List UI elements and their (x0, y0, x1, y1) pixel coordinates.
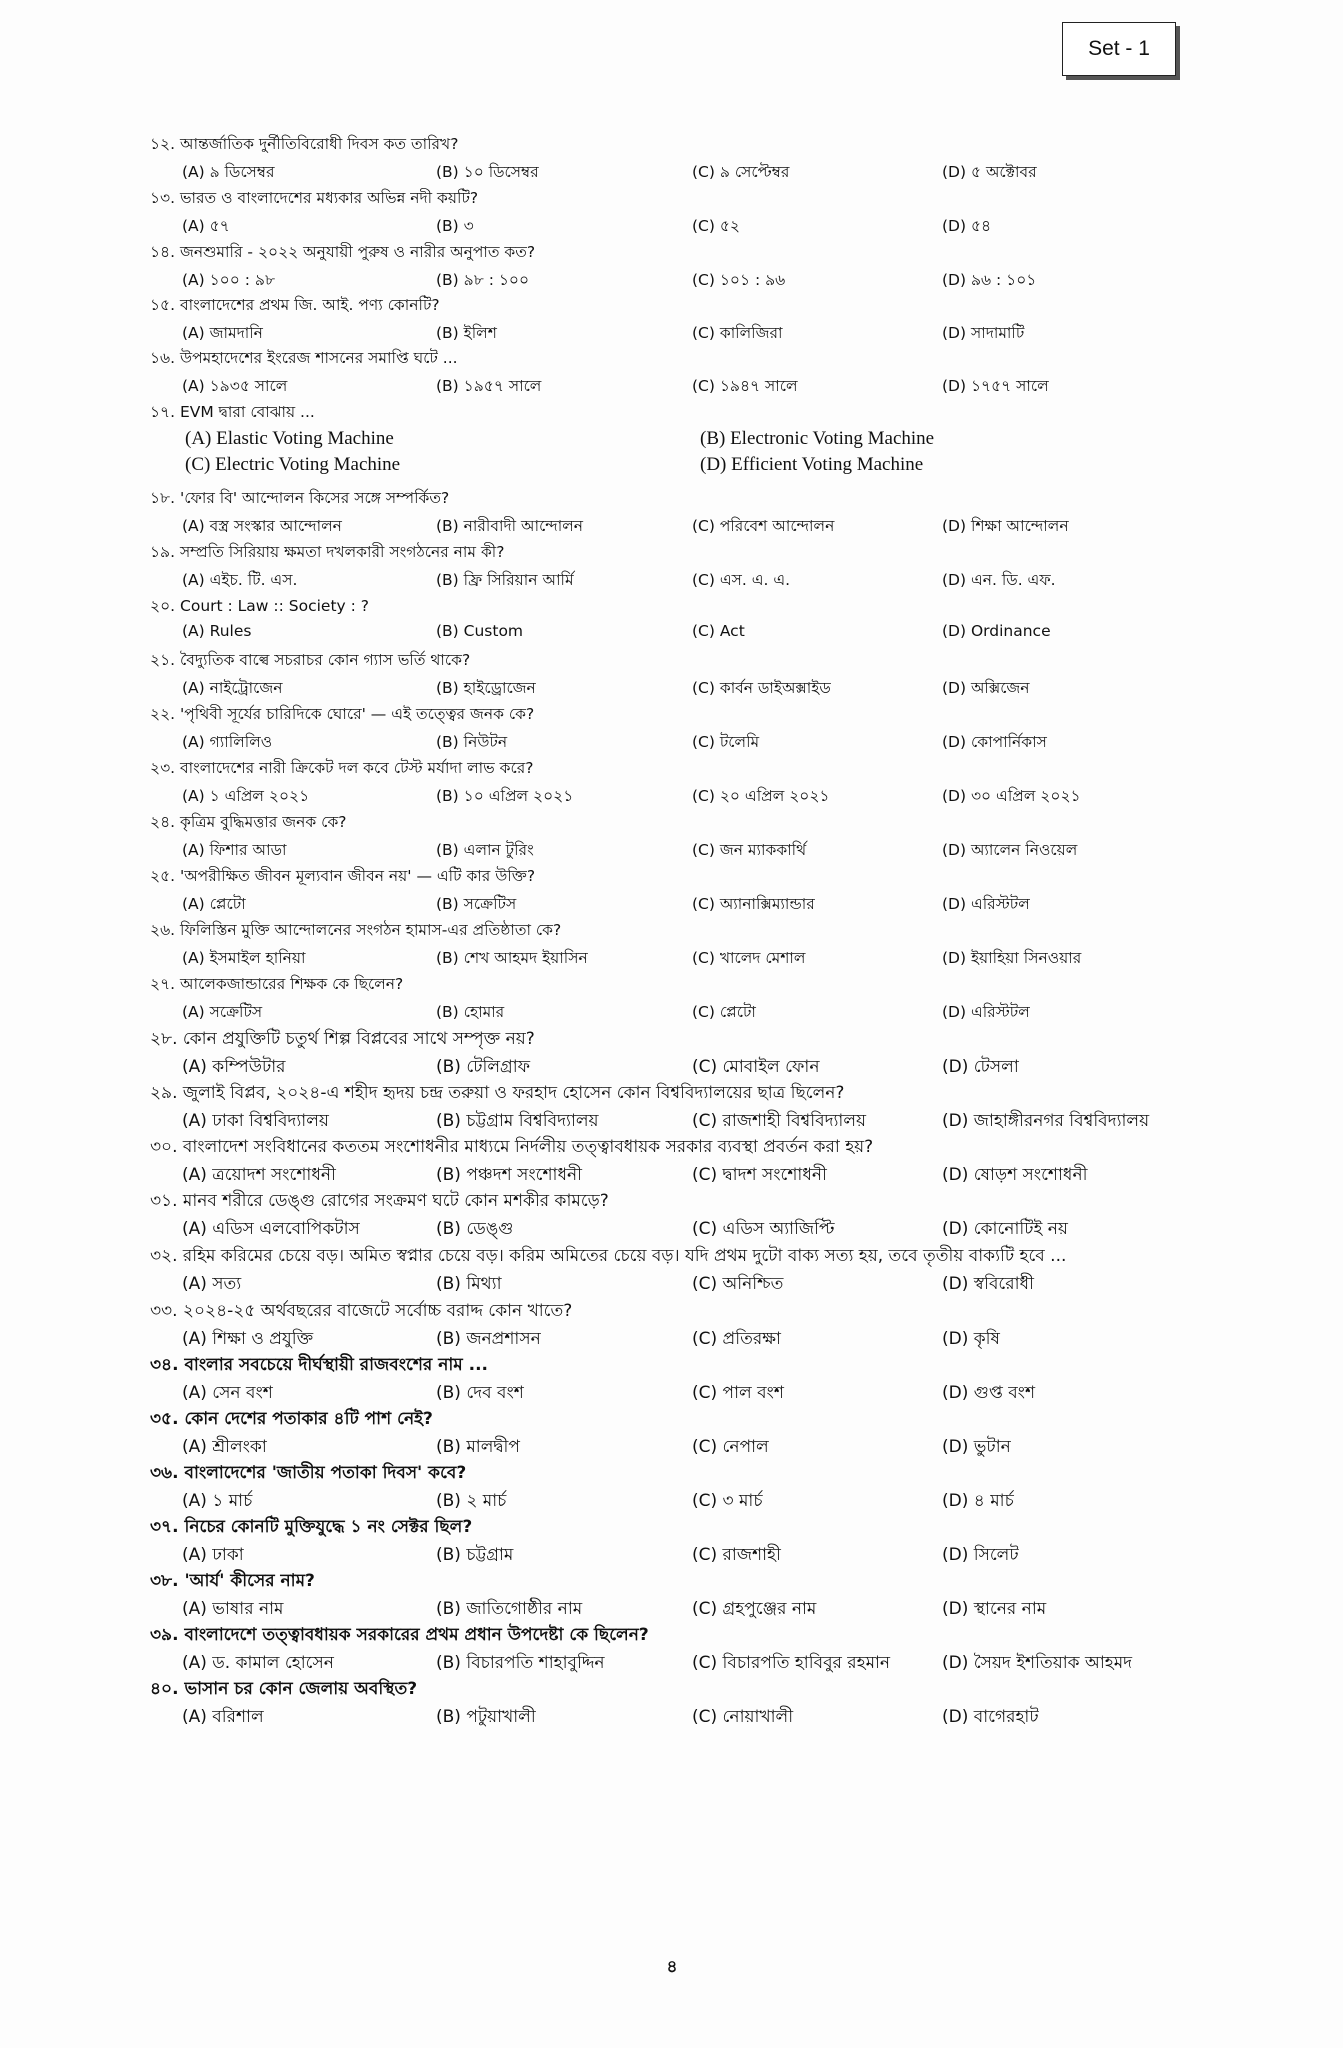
option-d: (D) ৪ মার্চ (942, 1491, 1014, 1511)
question-text: ২৩. বাংলাদেশের নারী ক্রিকেট দল কবে টেস্ট মর্যাদা লাভ করে? (150, 759, 534, 777)
question-text: ২৮. কোন প্রযুক্তিটি চতুর্থ শিল্প বিপ্লবের সাথে সম্পৃক্ত নয়? (150, 1029, 535, 1049)
option-d: (D) এরিস্টটল (942, 895, 1030, 913)
option-c: (C) জন ম্যাককার্থি (692, 841, 807, 859)
question-item (0, 240, 1343, 295)
option-a: (A) সেন বংশ (182, 1383, 273, 1403)
option-d: (D) ৯৬ : ১০১ (942, 271, 1037, 289)
page-number: ৪ (666, 1957, 678, 1977)
question-text: ৩৩. ২০২৪-২৫ অর্থবছরের বাজেটে সর্বোচ্চ বরাদ্দ কোন খাতে? (150, 1301, 573, 1321)
option-d: (D) অক্সিজেন (942, 679, 1030, 697)
question-item (0, 1026, 1343, 1081)
question-item (0, 293, 1343, 348)
option-d: (D) অ্যালেন নিওয়েল (942, 841, 1078, 859)
option-b: (B) দেব বংশ (436, 1383, 524, 1403)
question-text: ২৯. জুলাই বিপ্লব, ২০২৪-এ শহীদ হৃদয় চন্দ্র তরুয়া ও ফরহাদ হোসেন কোন বিশ্ববিদ্যালয়ের ছাত্র ছিলেন? (150, 1083, 845, 1103)
question-text: ২০. Court : Law :: Society : ? (150, 597, 370, 615)
question-item (0, 1568, 1343, 1623)
option-d: (D) ১৭৫৭ সালে (942, 377, 1049, 395)
option-b: (B) ১০ ডিসেম্বর (436, 163, 539, 181)
option-a: (A) ড. কামাল হোসেন (182, 1653, 334, 1673)
option-d: (D) বাগেরহাট (942, 1707, 1039, 1727)
option-b: (B) মালদ্বীপ (436, 1437, 520, 1457)
question-item (0, 486, 1343, 541)
question-item (0, 540, 1343, 595)
question-text: ৩৮. 'আর্য' কীসের নাম? (150, 1571, 315, 1591)
question-item (0, 1188, 1343, 1243)
question-item (0, 864, 1343, 919)
option-b: (B) চট্টগ্রাম বিশ্ববিদ্যালয় (436, 1111, 599, 1131)
option-b: (B) নিউটন (436, 733, 508, 751)
question-text: ১৩. ভারত ও বাংলাদেশের মধ্যকার অভিন্ন নদী কয়টি? (150, 189, 479, 207)
question-text: ২৭. আলেকজান্ডারের শিক্ষক কে ছিলেন? (150, 975, 404, 993)
question-text: ২২. 'পৃথিবী সূর্যের চারিদিকে ঘোরে' — এই তত্ত্বের জনক কে? (150, 705, 535, 723)
option-b: (B) হোমার (436, 1003, 505, 1021)
option-b: (B) বিচারপতি শাহাবুদ্দিন (436, 1653, 605, 1673)
option-c: (C) পাল বংশ (692, 1383, 784, 1403)
option-a: (A) সক্রেটিস (182, 1003, 263, 1021)
option-a: (A) ঢাকা (182, 1545, 244, 1565)
option-d: (D) সিলেট (942, 1545, 1019, 1565)
option-a: (A) নাইট্রোজেন (182, 679, 283, 697)
option-d: (D) ইয়াহিয়া সিনওয়ার (942, 949, 1082, 967)
question-item (0, 1352, 1343, 1407)
option-c: (C) এস. এ. এ. (692, 571, 791, 589)
option-c: (C) অনিশ্চিত (692, 1274, 784, 1294)
option-a: (A) এডিস এলবোপিকটাস (182, 1219, 360, 1239)
question-text: ২৪. কৃত্রিম বুদ্ধিমত্তার জনক কে? (150, 813, 347, 831)
option-a: (A) ৯ ডিসেম্বর (182, 163, 275, 181)
option-c: (C) কালিজিরা (692, 324, 783, 342)
option-a: (A) ১ এপ্রিল ২০২১ (182, 787, 310, 805)
question-item (0, 1298, 1343, 1353)
option-d: (D) কোপার্নিকাস (942, 733, 1047, 751)
option-d: (D) ষোড়শ সংশোধনী (942, 1165, 1088, 1185)
option-c: (C) রাজশাহী বিশ্ববিদ্যালয় (692, 1111, 867, 1131)
question-item (0, 1460, 1343, 1515)
option-b: (B) মিথ্যা (436, 1274, 502, 1294)
question-text: ২৫. 'অপরীক্ষিত জীবন মূল্যবান জীবন নয়' — এটি কার উক্তি? (150, 867, 536, 885)
question-text: ৩০. বাংলাদেশ সংবিধানের কততম সংশোধনীর মাধ্যমে নির্দলীয় তত্ত্বাবধায়ক সরকার ব্যবস্থা প্রবর্তন করা হয়? (150, 1137, 874, 1157)
option-d: (D) ৫ অক্টোবর (942, 163, 1037, 181)
option-a: (A) জামদানি (182, 324, 263, 342)
option-b: (B) হাইড্রোজেন (436, 679, 536, 697)
question-text: ১২. আন্তর্জাতিক দুর্নীতিবিরোধী দিবস কত তারিখ? (150, 135, 459, 153)
set-label: Set - 1 (1088, 37, 1150, 60)
option-b: (B) ডেঙ্গু (436, 1219, 514, 1239)
option-b: (B) জনপ্রশাসন (436, 1329, 541, 1349)
option-d: (D) স্ববিরোধী (942, 1274, 1034, 1294)
question-item (0, 756, 1343, 811)
option-c: (C) কার্বন ডাইঅক্সাইড (692, 679, 831, 697)
question-item (0, 1622, 1343, 1677)
question-text: ১৬. উপমহাদেশের ইংরেজ শাসনের সমাপ্তি ঘটে ... (150, 349, 458, 367)
question-item (0, 1406, 1343, 1461)
option-c: (C) ১৯৪৭ সালে (692, 377, 798, 395)
question-text: ৩৯. বাংলাদেশে তত্ত্বাবধায়ক সরকারের প্রথম প্রধান উপদেষ্টা কে ছিলেন? (150, 1625, 649, 1645)
option-c: (C) ২০ এপ্রিল ২০২১ (692, 787, 830, 805)
question-text: ৩৪. বাংলার সবচেয়ে দীর্ঘস্থায়ী রাজবংশের নাম ... (150, 1355, 489, 1375)
question-item (0, 1514, 1343, 1569)
question-text: ৩১. মানব শরীরে ডেঙ্গু রোগের সংক্রমণ ঘটে কোন মশকীর কামড়ে? (150, 1191, 609, 1211)
option-b: (B) শেখ আহমদ ইয়াসিন (436, 949, 588, 967)
option-d: (D) Efficient Voting Machine (700, 454, 924, 475)
question-text: ১৮. 'ফোর বি' আন্দোলন কিসের সঙ্গে সম্পর্কিত? (150, 489, 450, 507)
option-a: (A) শ্রীলংকা (182, 1437, 267, 1457)
option-b: (B) চট্টগ্রাম (436, 1545, 514, 1565)
option-b: (B) পটুয়াখালী (436, 1707, 536, 1727)
option-b: (B) এলান টুরিং (436, 841, 534, 859)
question-text: ৩৬. বাংলাদেশের 'জাতীয় পতাকা দিবস' কবে? (150, 1463, 467, 1483)
question-item (0, 1134, 1343, 1189)
option-c: (C) রাজশাহী (692, 1545, 781, 1565)
question-item (0, 346, 1343, 401)
option-c: (C) গ্রহপুঞ্জের নাম (692, 1599, 817, 1619)
option-c: (C) Act (692, 622, 745, 640)
option-d: (D) ৩০ এপ্রিল ২০২১ (942, 787, 1081, 805)
question-item (0, 1243, 1343, 1298)
question-text: ২৬. ফিলিস্তিন মুক্তি আন্দোলনের সংগঠন হামাস-এর প্রতিষ্ঠাতা কে? (150, 921, 562, 939)
option-a: (A) ত্রয়োদশ সংশোধনী (182, 1165, 336, 1185)
option-d: (D) কোনোটিই নয় (942, 1219, 1068, 1239)
question-item (0, 648, 1343, 703)
option-d: (D) সৈয়দ ইশতিয়াক আহমদ (942, 1653, 1133, 1673)
option-c: (C) এডিস অ্যাজিপ্টি (692, 1219, 835, 1239)
option-c: (C) বিচারপতি হাবিবুর রহমান (692, 1653, 891, 1673)
option-b: (B) পঞ্চদশ সংশোধনী (436, 1165, 583, 1185)
option-a: (A) সত্য (182, 1274, 242, 1294)
option-a: (A) ভাষার নাম (182, 1599, 284, 1619)
option-b: (B) ফ্রি সিরিয়ান আর্মি (436, 571, 574, 589)
question-item (0, 594, 1343, 649)
option-b: (B) ইলিশ (436, 324, 497, 342)
option-b: (B) ২ মার্চ (436, 1491, 507, 1511)
question-text: ১৭. EVM দ্বারা বোঝায় ... (150, 403, 315, 421)
option-c: (C) খালেদ মেশাল (692, 949, 806, 967)
option-a: (A) এইচ. টি. এস. (182, 571, 298, 589)
option-d: (D) টেসলা (942, 1057, 1019, 1077)
question-text: ৩২. রহিম করিমের চেয়ে বড়। অমিত স্বপ্নার চেয়ে বড়। করিম অমিতের চেয়ে বড়। যদি প্রথম দুটো বাক্য সত্য হয়, তবে তৃতীয় বাক্যটি হবে ... (150, 1246, 1067, 1266)
option-c: (C) টলেমি (692, 733, 760, 751)
option-a: (A) শিক্ষা ও প্রযুক্তি (182, 1329, 314, 1349)
option-c: (C) প্লেটো (692, 1003, 756, 1021)
question-item (0, 400, 1343, 475)
option-b: (B) সক্রেটিস (436, 895, 517, 913)
option-c: (C) ৩ মার্চ (692, 1491, 763, 1511)
option-a: (A) ৫৭ (182, 217, 230, 235)
question-text: ১৪. জনশুমারি - ২০২২ অনুযায়ী পুরুষ ও নারীর অনুপাত কত? (150, 243, 536, 261)
question-text: ১৫. বাংলাদেশের প্রথম জি. আই. পণ্য কোনটি? (150, 296, 440, 314)
option-b: (B) ৩ (436, 217, 474, 235)
option-a: (A) Rules (182, 622, 252, 640)
option-c: (C) পরিবেশ আন্দোলন (692, 517, 835, 535)
option-a: (A) বরিশাল (182, 1707, 264, 1727)
option-d: (D) শিক্ষা আন্দোলন (942, 517, 1069, 535)
option-d: (D) ৫৪ (942, 217, 992, 235)
option-d: (D) জাহাঙ্গীরনগর বিশ্ববিদ্যালয় (942, 1111, 1150, 1131)
question-text: ১৯. সম্প্রতি সিরিয়ায় ক্ষমতা দখলকারী সংগঠনের নাম কী? (150, 543, 505, 561)
question-item (0, 810, 1343, 865)
option-a: (A) ১৯৩৫ সালে (182, 377, 288, 395)
option-c: (C) অ্যানাক্সিম্যান্ডার (692, 895, 815, 913)
option-b: (B) ১০ এপ্রিল ২০২১ (436, 787, 574, 805)
option-a: (A) প্লেটো (182, 895, 246, 913)
option-c: (C) ৯ সেপ্টেম্বর (692, 163, 790, 181)
question-text: ২১. বৈদ্যুতিক বাল্বে সচরাচর কোন গ্যাস ভর্তি থাকে? (150, 651, 471, 669)
option-a: (A) বস্ত্র সংস্কার আন্দোলন (182, 517, 342, 535)
option-b: (B) Custom (436, 622, 524, 640)
option-c: (C) প্রতিরক্ষা (692, 1329, 781, 1349)
question-text: ৩৫. কোন দেশের পতাকার ৪টি পাশ নেই? (150, 1409, 433, 1429)
question-item (0, 1676, 1343, 1731)
option-b: (B) ৯৮ : ১০০ (436, 271, 530, 289)
option-a: (A) কম্পিউটার (182, 1057, 286, 1077)
question-item (0, 972, 1343, 1027)
option-c: (C) দ্বাদশ সংশোধনী (692, 1165, 827, 1185)
option-d: (D) এন. ডি. এফ. (942, 571, 1056, 589)
option-d: (D) ভুটান (942, 1437, 1011, 1457)
option-a: (A) Elastic Voting Machine (185, 428, 394, 449)
option-b: (B) নারীবাদী আন্দোলন (436, 517, 584, 535)
question-item (0, 1080, 1343, 1135)
option-b: (B) Electronic Voting Machine (700, 428, 935, 449)
option-d: (D) গুপ্ত বংশ (942, 1383, 1036, 1403)
option-d: (D) এরিস্টটল (942, 1003, 1030, 1021)
option-a: (A) ঢাকা বিশ্ববিদ্যালয় (182, 1111, 329, 1131)
option-b: (B) টেলিগ্রাফ (436, 1057, 531, 1077)
option-a: (A) ১ মার্চ (182, 1491, 253, 1511)
set-label-box (1062, 22, 1176, 76)
option-d: (D) সাদামাটি (942, 324, 1025, 342)
option-a: (A) ১০০ : ৯৮ (182, 271, 276, 289)
question-item (0, 132, 1343, 187)
question-item (0, 702, 1343, 757)
option-d: (D) স্থানের নাম (942, 1599, 1047, 1619)
option-a: (A) ফিশার আডা (182, 841, 287, 859)
option-b: (B) ১৯৫৭ সালে (436, 377, 542, 395)
option-c: (C) ৫২ (692, 217, 740, 235)
question-item (0, 918, 1343, 973)
option-c: (C) নেপাল (692, 1437, 769, 1457)
question-text: ৩৭. নিচের কোনটি মুক্তিযুদ্ধে ১ নং সেক্টর ছিল? (150, 1517, 473, 1537)
option-c: (C) ১০১ : ৯৬ (692, 271, 786, 289)
option-c: (C) নোয়াখালী (692, 1707, 794, 1727)
option-d: (D) Ordinance (942, 622, 1051, 640)
question-item (0, 186, 1343, 241)
option-d: (D) কৃষি (942, 1329, 1000, 1349)
option-a: (A) ইসমাইল হানিয়া (182, 949, 306, 967)
option-c: (C) Electric Voting Machine (185, 454, 401, 475)
option-b: (B) জাতিগোষ্ঠীর নাম (436, 1599, 583, 1619)
option-c: (C) মোবাইল ফোন (692, 1057, 820, 1077)
question-text: ৪০. ভাসান চর কোন জেলায় অবস্থিত? (150, 1679, 418, 1699)
option-a: (A) গ্যালিলিও (182, 733, 273, 751)
